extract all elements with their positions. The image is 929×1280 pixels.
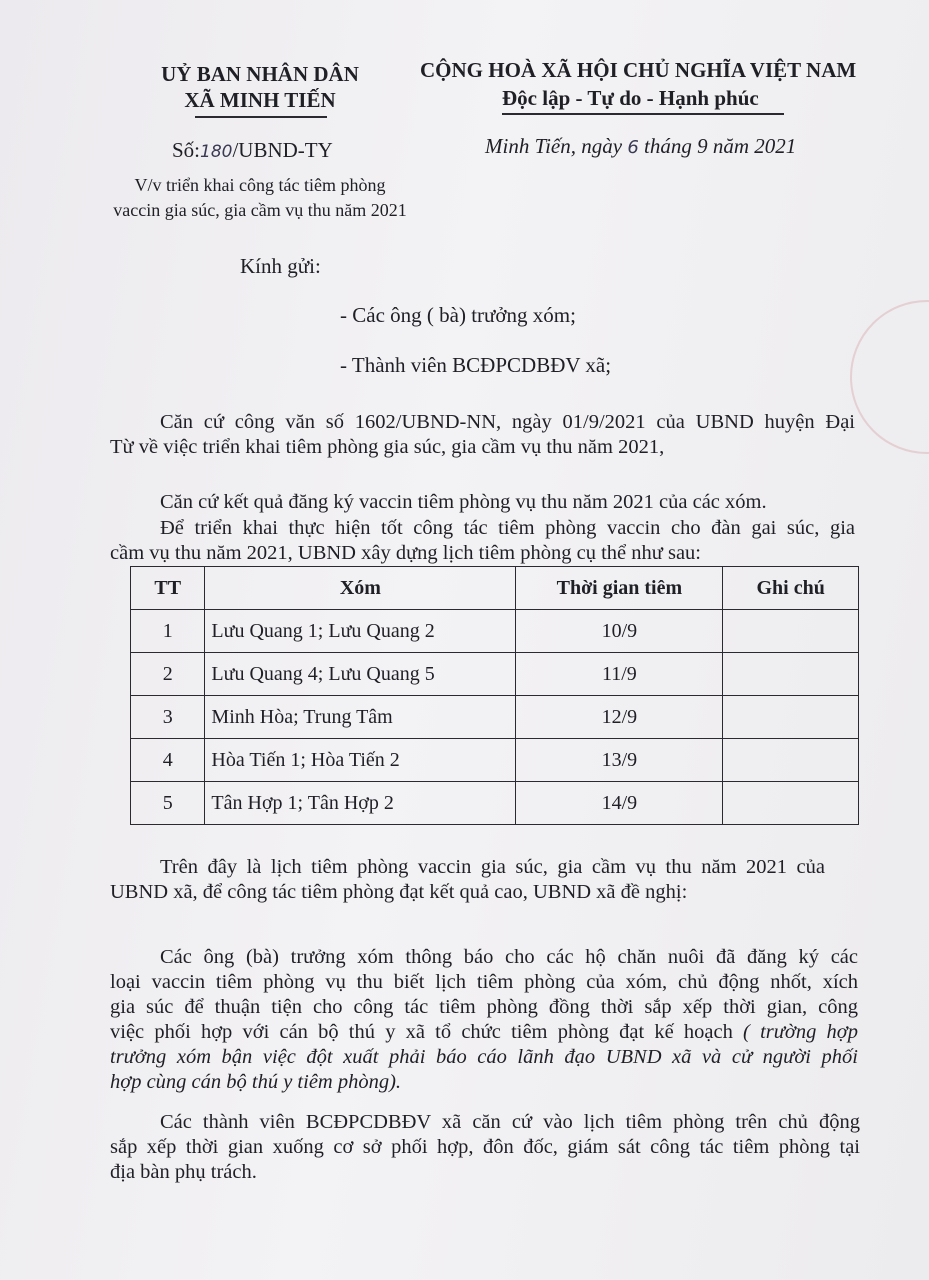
cell-time: 10/9 [516, 610, 723, 653]
table-row [131, 782, 859, 825]
cell-time: 14/9 [516, 782, 723, 825]
col-header-xom: Xóm [205, 567, 516, 610]
table-header-row [131, 567, 859, 610]
cell-note [723, 696, 859, 739]
cell-xom: Lưu Quang 4; Lưu Quang 5 [205, 653, 516, 696]
table-row [131, 610, 859, 653]
paragraph-legal-basis-1: Căn cứ công văn số 1602/UBND-NN, ngày 01/9/2021 của UBND huyện Đại Từ về việc triển khai tiêm phòng gia súc, gia cầm vụ thu năm 2021, [110, 411, 855, 458]
cell-tt: 4 [131, 739, 205, 782]
doc-number-handwritten: 180 [200, 142, 233, 162]
paragraph-intro-schedule: Để triển khai thực hiện tốt công tác tiêm phòng vaccin cho đàn gai súc, gia cầm vụ thu năm 2021, UBND xây dựng lịch tiêm phòng cụ thể như sau: [110, 517, 855, 564]
motto-underline [502, 113, 784, 115]
col-header-note: Ghi chú [723, 567, 859, 610]
subject-line1: V/v triển khai công tác tiêm phòng [134, 175, 386, 195]
cell-tt: 5 [131, 782, 205, 825]
cell-time: 13/9 [516, 739, 723, 782]
cell-xom: Lưu Quang 1; Lưu Quang 2 [205, 610, 516, 653]
cell-note [723, 653, 859, 696]
paragraph-hamlet-heads: Các ông (bà) trưởng xóm thông báo cho các hộ chăn nuôi đã đăng ký các loại vaccin tiêm phòng vụ thu biết lịch tiêm phòng của xóm, chủ động nhốt, xích gia súc để thuận tiện cho công tác tiêm phòng đồng thời sắp xếp thời gian, công việc phối hợp với cán bộ thú y xã tổ chức tiêm phòng đạt kế hoạch ( trường hợp trưởng xóm bận việc đột xuất phải báo cáo lãnh đạo UBND xã và cử người phối hợp cùng cán bộ thú y tiêm phòng). [110, 946, 858, 1093]
cell-tt: 1 [131, 610, 205, 653]
cell-note [723, 782, 859, 825]
cell-tt: 3 [131, 696, 205, 739]
paragraph-legal-basis-2: Căn cứ kết quả đăng ký vaccin tiêm phòng vụ thu năm 2021 của các xóm. [160, 491, 767, 513]
col-header-tt: TT [131, 567, 205, 610]
cell-tt: 2 [131, 653, 205, 696]
nation-title: CỘNG HOÀ XÃ HỘI CHỦ NGHĨA VIỆT NAM [420, 58, 857, 82]
nation-motto: Độc lập - Tự do - Hạnh phúc [502, 86, 759, 110]
cell-time: 12/9 [516, 696, 723, 739]
cell-time: 11/9 [516, 653, 723, 696]
col-header-time: Thời gian tiêm [516, 567, 723, 610]
mixed-line: việc phối hợp với cán bộ thú y xã tổ chức tiêm phòng đạt kế hoạch ( trường hợp [110, 1021, 858, 1043]
table-row [131, 696, 859, 739]
place-date: Minh Tiến, ngày 6 tháng 9 năm 2021 [485, 134, 797, 158]
cell-xom: Minh Hòa; Trung Tâm [205, 696, 516, 739]
table-row [131, 653, 859, 696]
cell-note [723, 739, 859, 782]
schedule-table [130, 566, 859, 825]
paragraph-summary: Trên đây là lịch tiêm phòng vaccin gia súc, gia cầm vụ thu năm 2021 của UBND xã, để công tác tiêm phòng đạt kết quả cao, UBND xã đề nghị: [110, 856, 825, 903]
org-name-line1: UỶ BAN NHÂN DÂN [161, 62, 359, 86]
recipient-item: - Các ông ( bà) trưởng xóm; [340, 303, 576, 327]
table-row [131, 739, 859, 782]
cell-xom: Hòa Tiến 1; Hòa Tiến 2 [205, 739, 516, 782]
org-name-line2: XÃ MINH TIẾN [184, 88, 336, 112]
subject-line2: vaccin gia súc, gia cầm vụ thu năm 2021 [113, 200, 407, 220]
greeting: Kính gửi: [240, 254, 321, 278]
doc-number: Số:180/UBND-TY [172, 138, 333, 162]
org-underline [195, 116, 327, 118]
date-day-handwritten: 6 [627, 137, 639, 158]
recipient-item: - Thành viên BCĐPCDBĐV xã; [340, 353, 612, 377]
cell-note [723, 610, 859, 653]
stamp-mark [850, 300, 929, 454]
paragraph-committee: Các thành viên BCĐPCDBĐV xã căn cứ vào lịch tiêm phòng trên chủ động sắp xếp thời gian xuống cơ sở phối hợp, đôn đốc, giám sát công tác tiêm phòng tại địa bàn phụ trách. [110, 1111, 860, 1183]
cell-xom: Tân Hợp 1; Tân Hợp 2 [205, 782, 516, 825]
